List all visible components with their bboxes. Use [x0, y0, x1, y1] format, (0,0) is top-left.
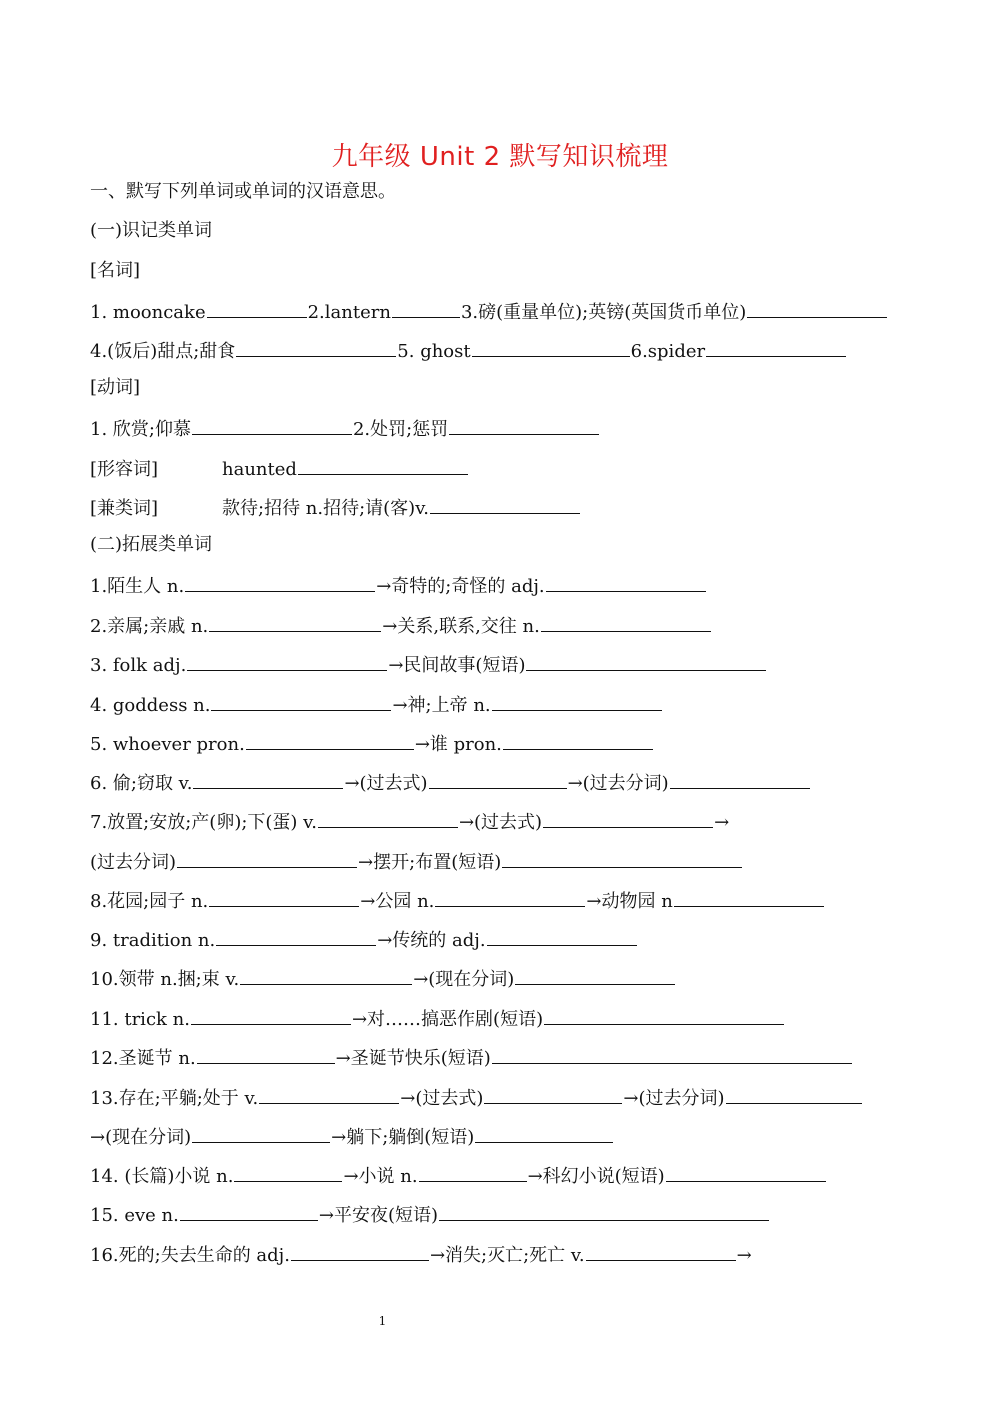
answer-blank[interactable]: [429, 766, 567, 789]
answer-blank[interactable]: [546, 569, 706, 592]
answer-blank[interactable]: [666, 1159, 826, 1182]
answer-blank[interactable]: [209, 884, 359, 907]
answer-blank[interactable]: [191, 1002, 351, 1025]
answer-blank[interactable]: [177, 845, 357, 868]
answer-blank[interactable]: [187, 648, 387, 671]
answer-blank[interactable]: [670, 766, 810, 789]
answer-blank[interactable]: [449, 412, 599, 435]
exercise-line: 16.死的;失去生命的 adj. →消失;灭亡;死亡 v. →: [90, 1238, 752, 1268]
exercise-line: 9. tradition n. →传统的 adj.: [90, 923, 638, 953]
exercise-line: 7.放置;安放;产(卵);下(蛋) v. →(过去式) →: [90, 805, 729, 835]
exercise-line: 1. mooncake 2.lantern 3.磅(重量单位);英镑(英国货币单位): [90, 295, 888, 325]
answer-blank[interactable]: [430, 491, 580, 514]
answer-blank[interactable]: [439, 1198, 769, 1221]
answer-blank[interactable]: [487, 923, 637, 946]
answer-blank[interactable]: [419, 1159, 527, 1182]
exercise-line: 1. 欣赏;仰慕 2.处罚;惩罚: [90, 412, 600, 442]
answer-blank[interactable]: [298, 452, 468, 475]
answer-blank[interactable]: [543, 805, 713, 828]
answer-blank[interactable]: [240, 962, 412, 985]
answer-blank[interactable]: [259, 1081, 399, 1104]
answer-blank[interactable]: [492, 1041, 852, 1064]
exercise-line: [兼类词] 款待;招待 n.招待;请(客)v.: [90, 491, 581, 521]
answer-blank[interactable]: [502, 845, 742, 868]
exercise-line: 12.圣诞节 n. →圣诞节快乐(短语): [90, 1041, 853, 1071]
answer-blank[interactable]: [472, 334, 630, 357]
answer-blank[interactable]: [475, 1120, 613, 1143]
answer-blank[interactable]: [216, 923, 376, 946]
answer-blank[interactable]: [515, 962, 675, 985]
exercise-line: (过去分词) →摆开;布置(短语): [90, 845, 743, 875]
answer-blank[interactable]: [209, 609, 381, 632]
section-heading: 一、默写下列单词或单词的汉语意思。: [90, 181, 396, 202]
answer-blank[interactable]: [544, 1002, 784, 1025]
exercise-line: 4. goddess n. →神;上帝 n.: [90, 688, 663, 718]
answer-blank[interactable]: [435, 884, 585, 907]
subsection-heading: (二)拓展类单词: [90, 534, 213, 555]
exercise-line: 8.花园;园子 n. →公园 n. →动物园 n: [90, 884, 825, 914]
answer-blank[interactable]: [207, 295, 307, 318]
answer-blank[interactable]: [197, 1041, 335, 1064]
answer-blank[interactable]: [180, 1198, 318, 1221]
answer-blank[interactable]: [318, 805, 458, 828]
exercise-line: 14. (长篇)小说 n. →小说 n. →科幻小说(短语): [90, 1159, 827, 1189]
answer-blank[interactable]: [484, 1081, 622, 1104]
answer-blank[interactable]: [503, 727, 653, 750]
exercise-line: 3. folk adj. →民间故事(短语): [90, 648, 767, 678]
answer-blank[interactable]: [541, 609, 711, 632]
exercise-line: 1.陌生人 n. →奇特的;奇怪的 adj.: [90, 569, 707, 599]
answer-blank[interactable]: [526, 648, 766, 671]
exercise-line: 13.存在;平躺;处于 v. →(过去式) →(过去分词): [90, 1081, 863, 1111]
answer-blank[interactable]: [193, 766, 343, 789]
exercise-line: 6. 偷;窃取 v. →(过去式) →(过去分词): [90, 766, 811, 796]
answer-blank[interactable]: [492, 688, 662, 711]
answer-blank[interactable]: [185, 569, 375, 592]
answer-blank[interactable]: [726, 1081, 862, 1104]
exercise-line: 5. whoever pron. →谁 pron.: [90, 727, 654, 757]
exercise-line: 11. trick n. →对……搞恶作剧(短语): [90, 1002, 785, 1032]
answer-blank[interactable]: [234, 1159, 342, 1182]
answer-blank[interactable]: [236, 334, 396, 357]
answer-blank[interactable]: [706, 334, 846, 357]
exercise-line: →(现在分词) →躺下;躺倒(短语): [90, 1120, 614, 1150]
answer-blank[interactable]: [192, 412, 352, 435]
answer-blank[interactable]: [192, 1120, 330, 1143]
exercise-line: 2.亲属;亲戚 n. →关系,联系,交往 n.: [90, 609, 712, 639]
page-number: 1: [378, 1314, 387, 1328]
exercise-line: 4.(饭后)甜点;甜食 5. ghost 6.spider: [90, 334, 847, 364]
exercise-line: 15. eve n. →平安夜(短语): [90, 1198, 770, 1228]
answer-blank[interactable]: [291, 1238, 429, 1261]
answer-blank[interactable]: [211, 688, 391, 711]
category-noun: [名词]: [90, 260, 141, 281]
answer-blank[interactable]: [586, 1238, 736, 1261]
exercise-line: [形容词] haunted: [90, 452, 469, 482]
answer-blank[interactable]: [392, 295, 460, 318]
answer-blank[interactable]: [246, 727, 414, 750]
answer-blank[interactable]: [747, 295, 887, 318]
category-verb: [动词]: [90, 377, 141, 398]
subsection-heading: (一)识记类单词: [90, 220, 213, 241]
exercise-line: 10.领带 n.捆;束 v. →(现在分词): [90, 962, 676, 992]
page-title: 九年级 Unit 2 默写知识梳理: [331, 142, 669, 172]
answer-blank[interactable]: [674, 884, 824, 907]
